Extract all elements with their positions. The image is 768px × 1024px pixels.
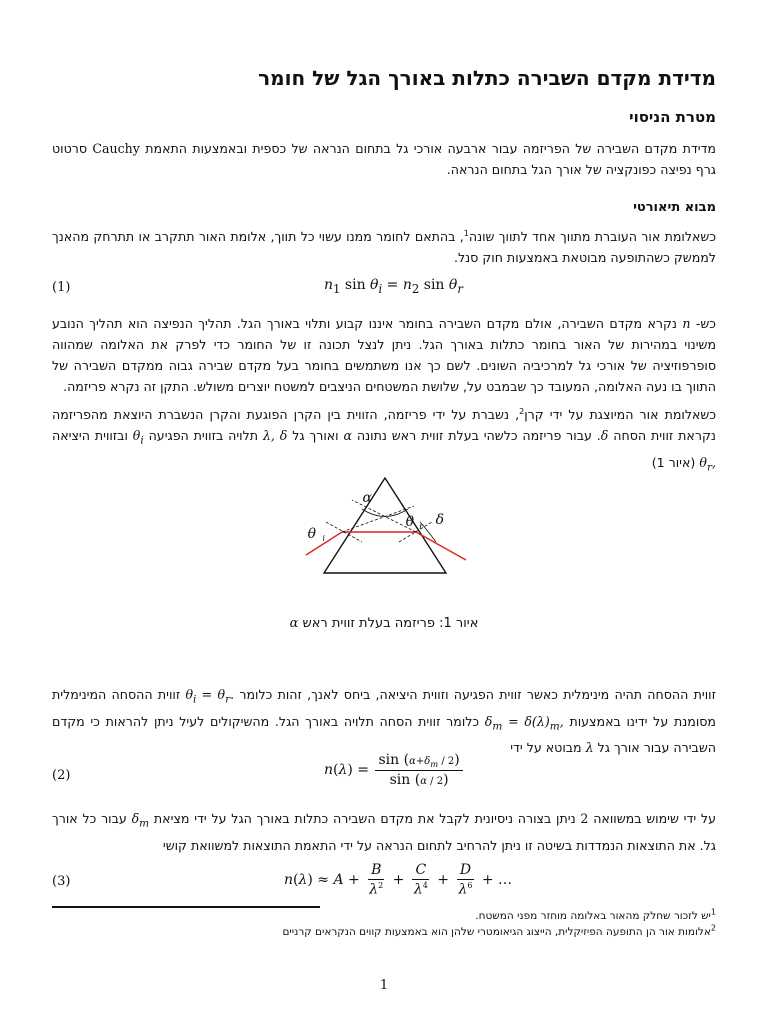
symbol-n: n [682, 316, 691, 331]
symbol-delta-m: $\delta_m = \delta(\lambda)_m$, [484, 713, 564, 733]
p3-text-d: ואורך גל [292, 428, 339, 443]
intro-heading: מבוא תיאורטי [633, 200, 716, 215]
footnote-2 [282, 923, 716, 938]
symbol-delta-m-2: $\delta_m$ [131, 811, 150, 830]
p5-text-a: על ידי שימוש במשוואה [593, 811, 716, 826]
goal-heading: מטרת הניסוי [629, 108, 716, 126]
intro-paragraph-1 [52, 226, 716, 268]
p3-text-e: תלויה בזווית הפגיעה [148, 428, 259, 443]
fraction-c: $\frac{C}{\lambda^4}$ [413, 862, 428, 898]
symbol-alpha: α [343, 428, 352, 443]
figure-caption-prefix: איור 1: [439, 616, 479, 631]
p3-text-a: כשאלומת אור המיוצגת על ידי קרן [524, 407, 717, 422]
footnote-divider [52, 906, 320, 908]
p4-text-a: זווית ההסחה תהיה מינימלית כאשר זווית הפגיעה וזווית היציאה, ביחס לאנך, זהות כלומר [239, 687, 716, 702]
footnote-2-text: אלומות אור הן התופעה הפיזיקלית, הייצוג הגיאומטרי שלהן הוא באמצעות קווים הנקראים קרניים [282, 926, 711, 938]
footnote-1-text: יש לזכור שחלק מהאור באלומה מוחזר מפני המשטח. [475, 910, 711, 922]
p1-text-b: , בהתאם לחומר ממנו עשוי כל תווך, אלומת האור תתקרב או תתרחק מהאנך לממשק כשהתופעה מבוטאת באמצעות חוק סנל. [52, 229, 716, 265]
p4-text-b: זווית ההסחה המינימלית מסומנת על ידינו באמצעות [52, 687, 716, 729]
page-number: 1 [379, 978, 389, 993]
goal-text-after: סרטוט גרף נפיצה כפונקציה של אורך הגל בתחום הנראה. [52, 141, 716, 177]
intro-paragraph-4 [52, 684, 716, 758]
p2-text-a: כש- [695, 316, 716, 331]
p4-text-c: כלומר זווית הסחה תלויה באורך הגל. מהשיקולים לעיל ניתן להראות כי מקדם השבירה עבור אורך גל [52, 713, 716, 756]
fraction-d: $\frac{D}{\lambda^6}$ [458, 862, 473, 898]
symbol-lambda: λ, δ [262, 428, 288, 443]
equation-cauchy: n(λ) ≈ A + $\frac{B}{\lambda^2}$ + $\frac{C}{\lambda^4}$ + $\frac{D}{\lambda^6}$ + … [284, 862, 513, 898]
p3-text-b: , נשברת על ידי פריזמה, הזווית בין הקרן הפוגעת והקרן הנשברת היוצאת מהפריזמה נקראת זווית הסחה [52, 407, 716, 443]
symbol-theta-equal: $\theta_i = \theta_r$. [185, 687, 235, 706]
p2-text-b: נקרא מקדם השבירה, אולם מקדם השבירה בחומר איננו קבוע ותלוי באורך הגל. תהליך הנפיצה הוא תהליך הנובע משינוי במהירות של האור בחומר כתלות באורך הגל. ניתן לנצל תכונה זו של החומר כדי לפרק את האלומה שמהווה סופרפוזיציה של אורכי גל למרכיביה השונים. לשם כך אנו משתמשים בחומר בעל מקדם שבירה גבוה ממקדם השבירה של התווך בו נעה האלומה, המעובד כך שבמבט על, שלושת המשטחים הניצבים למשטח יוצרים משולש. התקן זה נקרא פריזמה. [52, 316, 716, 394]
figure-caption [0, 616, 768, 631]
cauchy-term: Cauchy [92, 141, 140, 156]
fraction-b: $\frac{B}{\lambda^2}$ [369, 862, 384, 898]
emergent-ray [416, 532, 466, 560]
incident-extension [342, 506, 414, 532]
equation-snell: $n_1$ $\sin \theta_i = n_2$ $\sin \theta_r$ [324, 277, 463, 296]
equation-number-1: (1) [52, 280, 71, 295]
equation-number-3: (3) [52, 874, 71, 889]
symbol-lambda-2: λ [585, 740, 594, 756]
prism-figure [296, 474, 476, 578]
symbol-theta-i: $\theta_i$ [132, 428, 144, 447]
p5-text-c: עבור כל אורך גל. את התוצאות הנמדדות בשיטה זו ניתן להרחיב לתחום הנראה על ידי התאמת התוצאות למשוואת קושי [52, 811, 716, 853]
theta-r-label: θ [405, 514, 414, 530]
footnote-1-mark: 1 [710, 907, 716, 917]
goal-text-before: מדידת מקדם השבירה של הפריזמה עבור ארבעה אורכי גל בתחום הנראה של כספית ובאמצעות התאמת [145, 141, 716, 156]
intro-paragraph-2 [52, 313, 716, 397]
theta-r-subscript: r [419, 522, 423, 531]
document-title: מדידת מקדם השבירה כתלות באורך הגל של חומר [258, 66, 716, 90]
intro-paragraph-5 [52, 808, 716, 856]
footnote-ref-2: 2 [519, 406, 525, 416]
theta-i-label: θ [307, 526, 316, 542]
p1-text-a: כשאלומת אור העוברת מתווך אחד לתווך שונה [468, 229, 716, 244]
footnote-2-mark: 2 [710, 923, 716, 933]
figure-caption-alpha: α [289, 616, 299, 631]
symbol-delta: δ [600, 428, 609, 443]
p5-text-b: ניתן בצורה ניסיונית לקבל את מקדם השבירה כתלות באורך הגל על ידי מציאת [153, 811, 576, 826]
intro-paragraph-3 [52, 404, 716, 478]
prism-triangle [324, 478, 446, 573]
alpha-label: α [362, 490, 372, 506]
footnote-1 [475, 907, 716, 922]
p3-text-c: . עבור פריזמה כלשהי בעלת זווית ראש נתונה [356, 428, 601, 443]
symbol-theta-r: $\theta_r$, [699, 454, 716, 474]
alpha-arc [362, 509, 408, 517]
p4-text-d: מבוטא על ידי [510, 740, 582, 756]
equation-refractive-index: n(λ) = $\frac{\sin (\alpha+\delta_m / 2)}{\sin (\alpha / 2)}$ [324, 752, 465, 788]
figure-caption-text: פריזמה בעלת זווית ראש [302, 616, 435, 631]
delta-label: δ [435, 512, 444, 528]
goal-paragraph [52, 138, 716, 180]
footnote-ref-1: 1 [463, 228, 469, 238]
equation-number-2: (2) [52, 768, 71, 783]
theta-i-subscript: i [322, 534, 325, 543]
p3-text-g: (איור 1) [651, 454, 696, 470]
equation-ref-2: 2 [580, 811, 589, 826]
fraction-main: $\frac{\sin (\alpha+\delta_m / 2)}{\sin (\alpha / 2)}$ [375, 752, 462, 788]
p3-text-f: ובזווית היציאה [52, 428, 128, 443]
